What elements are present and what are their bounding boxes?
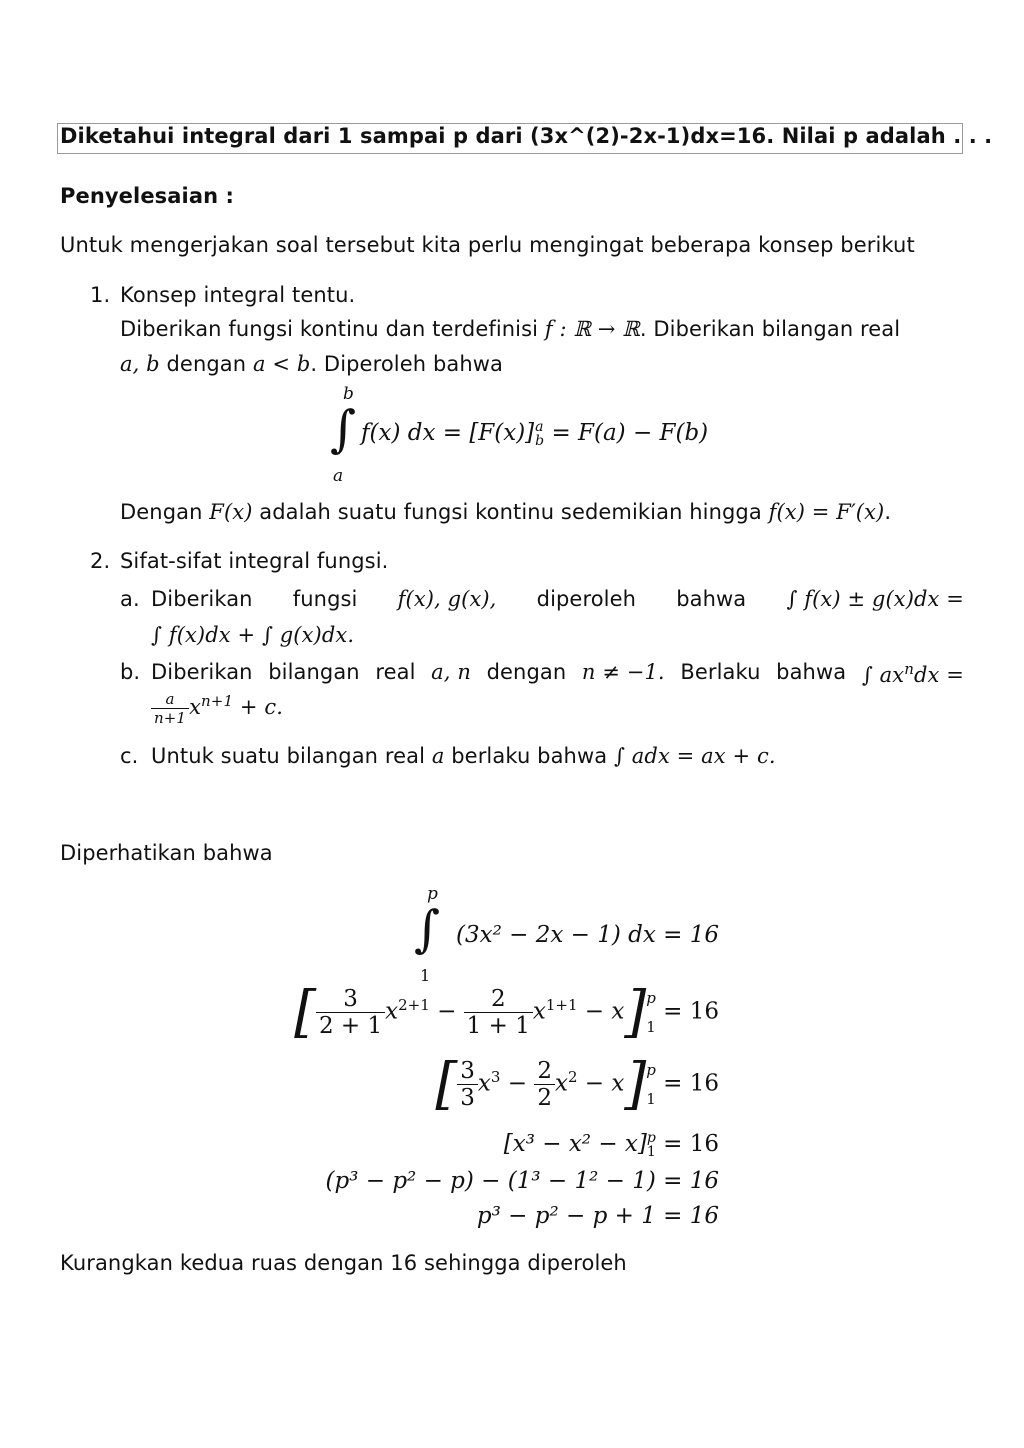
deriv-row3-close-bracket: ]: [624, 1051, 647, 1117]
concept2-a-label: a.: [120, 587, 140, 611]
concept2-b-label: b.: [120, 660, 141, 684]
concept2-b-fraction: [151, 690, 189, 727]
deriv-row3-x1-sup: 3: [490, 1067, 501, 1086]
concept2-b-w2: bilangan: [268, 660, 360, 684]
formula1-rhs: = F(a) − F(b): [551, 420, 709, 446]
concept1-line1-math: f : ℝ → ℝ: [544, 317, 640, 341]
concept2-a-w3: f(x), g(x),: [397, 587, 497, 611]
concept2-c-text1: Untuk suatu bilangan real: [151, 744, 426, 768]
concept1-title: Konsep integral tentu.: [120, 283, 356, 307]
deriv-int-upper: p: [427, 884, 438, 904]
deriv-row3-rhs: = 16: [663, 1070, 719, 1097]
concept1-note: [120, 500, 891, 524]
concept1-line2-math-b: a < b: [252, 352, 311, 376]
deriv-row2-rhs: = 16: [663, 998, 719, 1025]
concept2-b-w9-end: dx =: [914, 663, 964, 687]
deriv-row3-x2-sup: 2: [567, 1067, 578, 1086]
deriv-row1: (3x² − 2x − 1) dx = 16: [456, 922, 719, 948]
deriv-row2-x1-sup: 2+1: [398, 995, 430, 1014]
concept1-line2-math-a: a, b: [120, 352, 160, 376]
deriv-row2-frac2-den: 1 + 1: [464, 1012, 533, 1039]
concept1-line2-end: . Diperoleh bahwa: [310, 352, 503, 376]
deriv-row2-x1: x: [385, 998, 399, 1025]
deriv-row2-frac2-num: 2: [490, 986, 506, 1012]
deriv-row3-frac1-den: 3: [457, 1084, 478, 1111]
deriv-row2-frac1-den: 2 + 1: [316, 1012, 385, 1039]
deriv-row2-lower: 1: [646, 1017, 656, 1036]
deriv-row3-frac1-num: 3: [460, 1058, 475, 1084]
concept2-b-line2-x: x: [189, 695, 202, 719]
formula1-body: [361, 420, 708, 448]
concept2-b-frac-num: a: [165, 690, 175, 708]
deriv-row4-rhs: = 16: [663, 1131, 719, 1157]
deriv-row2-upper: p: [646, 989, 656, 1007]
concept2-c-line: [151, 744, 776, 768]
deriv-row2-open-bracket: [: [294, 979, 316, 1045]
concept1-line1: [120, 317, 900, 341]
deriv-int-lower: 1: [420, 966, 431, 985]
deriv-row3-minus: −: [507, 1070, 527, 1097]
deriv-row4-body: [x³ − x² − x]: [503, 1131, 647, 1157]
concept2-a-line1: [151, 587, 964, 611]
concept2-b-w9-sup: n: [904, 660, 914, 678]
formula1-bracket-sub: b: [535, 433, 545, 449]
concept2-number: 2.: [90, 549, 111, 573]
deriv-row3-tail: − x: [584, 1070, 625, 1097]
deriv-row3-frac1: [457, 1058, 478, 1111]
deriv-row3-frac2-num: 2: [537, 1058, 552, 1084]
solution-heading: Penyelesaian :: [60, 184, 235, 208]
concept1-line1-end: . Diberikan bilangan real: [639, 317, 901, 341]
deriv-row3: [435, 1051, 719, 1117]
deriv-row4-sup: p: [646, 1130, 656, 1146]
question-text: Diketahui integral dari 1 sampai p dari (3x^(2)-2x-1)dx=16. Nilai p adalah . . .: [60, 124, 993, 148]
concept2-a-w2: fungsi: [292, 587, 358, 611]
deriv-row6: p³ − p² − p + 1 = 16: [476, 1203, 719, 1229]
deriv-row3-frac2: [534, 1058, 555, 1111]
formula1-integral-sign: ∫: [330, 400, 357, 458]
concept2-c-label: c.: [120, 744, 139, 768]
deriv-row4: [504, 1131, 719, 1159]
concept2-a-w6: ∫ f(x) ± g(x)dx =: [786, 587, 964, 611]
deriv-row2-tail: − x: [584, 998, 625, 1025]
concept2-b-w7: Berlaku: [680, 660, 761, 684]
deriv-row4-sub: 1: [646, 1144, 656, 1160]
intro-text: Untuk mengerjakan soal tersebut kita perlu mengingat beberapa konsep berikut: [60, 233, 915, 257]
deriv-row2-close-bracket: ]: [624, 979, 647, 1045]
deriv-row3-open-bracket: [: [435, 1051, 458, 1117]
concept2-b-w1: Diberikan: [151, 660, 253, 684]
formula1-lhs: f(x) dx = [F(x)]: [361, 420, 535, 446]
concept1-line1-text: Diberikan fungsi kontinu dan terdefinisi: [120, 317, 539, 341]
concept2-c-math2: ∫ adx = ax + c.: [613, 744, 776, 768]
deriv-row3-x1: x: [477, 1070, 491, 1097]
concept2-b-w9-base: ∫ ax: [861, 663, 905, 687]
concept1-line2-mid: dengan: [166, 352, 247, 376]
formula1-upper-limit: b: [343, 384, 354, 404]
deriv-integral-sign: ∫: [414, 900, 441, 958]
formula1-bracket-sup: a: [535, 419, 544, 435]
concept1-note-math1: F(x): [209, 500, 253, 524]
conclusion-text: Kurangkan kedua ruas dengan 16 sehingga diperoleh: [60, 1251, 627, 1275]
deriv-row2-frac1: [316, 986, 385, 1039]
formula1-lower-limit: a: [333, 466, 344, 486]
deriv-row2-x2: x: [532, 998, 546, 1025]
deriv-row2: [294, 979, 719, 1045]
concept2-c-math1: a: [431, 744, 445, 768]
deriv-row3-upper: p: [646, 1061, 656, 1079]
concept1-line2: [120, 352, 503, 376]
deriv-row3-frac2-den: 2: [534, 1084, 555, 1111]
concept2-c-text2: berlaku bahwa: [451, 744, 608, 768]
deriv-row3-lower: 1: [646, 1089, 656, 1108]
deriv-row5: (p³ − p² − p) − (1³ − 1² − 1) = 16: [325, 1168, 719, 1194]
concept2-title: Sifat-sifat integral fungsi.: [120, 549, 389, 573]
deriv-row2-minus: −: [437, 998, 457, 1025]
concept2-b-line2: [151, 690, 283, 727]
deriv-row2-frac2: [464, 986, 533, 1039]
concept1-note-end: .: [884, 500, 892, 524]
deriv-row2-frac1-num: 3: [343, 986, 358, 1012]
concept1-number: 1.: [90, 283, 111, 307]
concept1-note-math2: f(x) = F′(x): [768, 500, 885, 524]
concept2-b-line2-sup: n+1: [201, 692, 234, 710]
concept2-a-line2: ∫ f(x)dx + ∫ g(x)dx.: [151, 623, 355, 647]
concept2-a-w1: Diberikan: [151, 587, 253, 611]
deriv-row3-x2: x: [554, 1070, 568, 1097]
deriv-row2-x2-sup: 1+1: [545, 995, 578, 1014]
concept1-note-start: Dengan: [120, 500, 203, 524]
concept2-b-line2-end: + c.: [239, 695, 283, 719]
observe-text: Diperhatikan bahwa: [60, 841, 273, 865]
concept2-a-w5: bahwa: [676, 587, 747, 611]
concept1-note-mid: adalah suatu fungsi kontinu sedemikian hingga: [259, 500, 762, 524]
concept2-b-w3: real: [375, 660, 416, 684]
concept2-b-w9: [862, 660, 964, 687]
concept2-b-w6: n ≠ −1.: [581, 660, 665, 684]
concept2-b-line1: [151, 660, 964, 687]
concept2-b-w8: bahwa: [776, 660, 847, 684]
concept2-b-frac-den: n+1: [151, 708, 189, 727]
concept2-b-w4: a, n: [431, 660, 471, 684]
concept2-b-w5: dengan: [486, 660, 567, 684]
concept2-a-w4: diperoleh: [536, 587, 637, 611]
